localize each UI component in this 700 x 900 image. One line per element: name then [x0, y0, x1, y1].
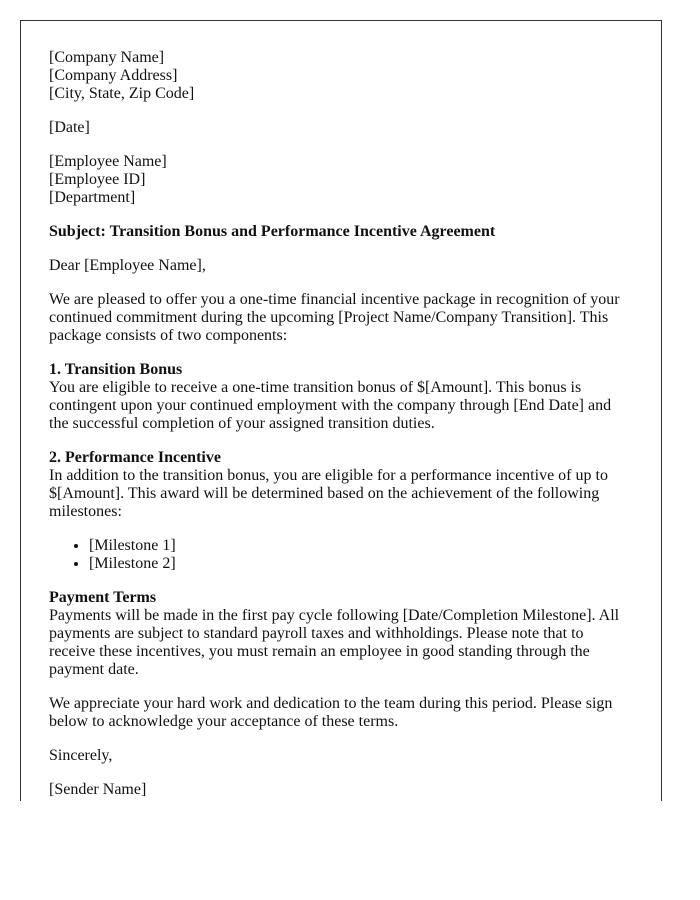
letter-document	[20, 20, 662, 801]
section-transition-bonus	[49, 361, 633, 433]
section-body: In addition to the transition bonus, you are eligible for a performance incentive of up to $[Amount]. This award will be determined based on the achievement of the following milestones:	[49, 467, 608, 520]
section-payment-terms	[49, 589, 633, 679]
closing-text: We appreciate your hard work and dedication to the team during this period. Please sign below to acknowledge your acceptance of these terms.	[49, 695, 613, 730]
signature-block	[49, 781, 633, 799]
city-state-zip: [City, State, Zip Code]	[49, 85, 195, 102]
company-address: [Company Address]	[49, 67, 178, 84]
section-body: You are eligible to receive a one-time transition bonus of $[Amount]. This bonus is contingent upon your continued employment with the company through [End Date] and the successful completion of your assigned transition duties.	[49, 379, 612, 432]
intro-paragraph	[49, 291, 633, 345]
company-name: [Company Name]	[49, 49, 165, 66]
section-body: Payments will be made in the first pay cycle following [Date/Completion Milestone]. All payments are subject to standard payroll taxes and withholdings. Please note that to receive these incentives, you must remain an employee in good standing through the payment date.	[49, 607, 620, 678]
sender-address-block	[49, 49, 633, 103]
list-item: • [Milestone 2]	[89, 555, 633, 573]
department: [Department]	[49, 189, 136, 206]
employee-name: [Employee Name]	[49, 153, 167, 170]
date-text: [Date]	[49, 119, 90, 136]
employee-id: [Employee ID]	[49, 171, 146, 188]
milestone-list	[49, 537, 633, 573]
sign-off-text: Sincerely,	[49, 747, 113, 764]
recipient-block	[49, 153, 633, 207]
section-heading: 1. Transition Bonus	[49, 361, 183, 378]
list-item: • [Milestone 1]	[89, 537, 633, 555]
salutation-text: Dear [Employee Name],	[49, 257, 206, 274]
section-performance-incentive	[49, 449, 633, 521]
section-heading: Payment Terms	[49, 589, 157, 606]
closing-paragraph	[49, 695, 633, 731]
subject-line	[49, 223, 633, 241]
sign-off	[49, 747, 633, 765]
letter-date	[49, 119, 633, 137]
intro-text: We are pleased to offer you a one-time financial incentive package in recognition of your continued commitment during the upcoming [Project Name/Company Transition]. This package consists of two components:	[49, 291, 620, 344]
subject-text: Subject: Transition Bonus and Performance Incentive Agreement	[49, 223, 496, 240]
sender-name: [Sender Name]	[49, 781, 147, 798]
section-heading: 2. Performance Incentive	[49, 449, 221, 466]
salutation	[49, 257, 633, 275]
